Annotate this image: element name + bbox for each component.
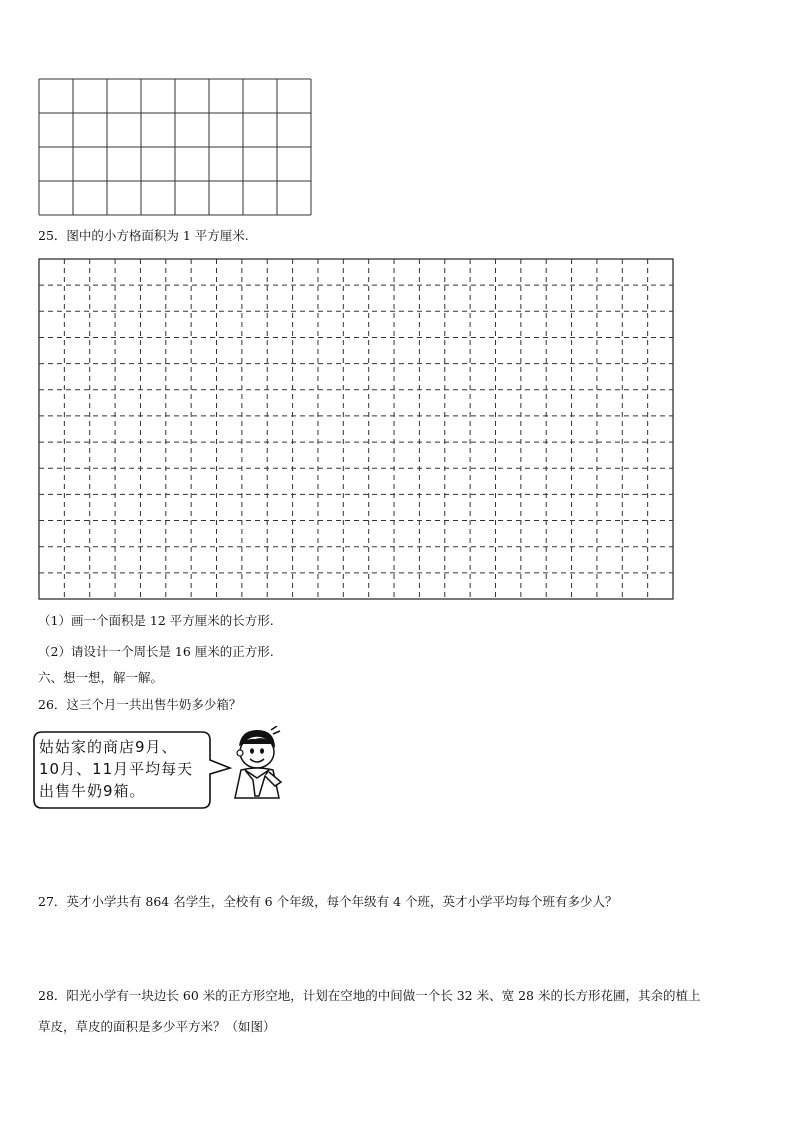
question-28-line-1: 28．阳光小学有一块边长 60 米的正方形空地，计划在空地的中间做一个长 32 米、宽 28 米的长方形花圃，其余的植上 <box>38 988 701 1003</box>
question-26-title: 26．这三个月一共出售牛奶多少箱？ <box>38 697 242 712</box>
speech-bubble-illustration <box>30 726 290 816</box>
top-square-grid <box>38 78 314 218</box>
boy-with-scarf-icon <box>225 726 287 808</box>
bubble-line-3: 出售牛奶9箱。 <box>39 782 146 800</box>
bubble-line-2: 10月、11月平均每天 <box>39 760 194 778</box>
section-6-heading: 六、想一想，解一解。 <box>38 670 164 685</box>
question-27-text: 27．英才小学共有 864 名学生，全校有 6 个年级，每个年级有 4 个班，英才小学平均每个班有多少人？ <box>38 894 618 909</box>
question-25-title: 25．图中的小方格面积为 1 平方厘米. <box>38 228 249 243</box>
dashed-grid-paper <box>38 258 676 602</box>
bubble-line-1: 姑姑家的商店9月、 <box>39 738 178 756</box>
question-25-part-1: （1）画一个面积是 12 平方厘米的长方形. <box>38 613 274 628</box>
question-28-line-2: 草皮，草皮的面积是多少平方米？（如图） <box>38 1019 276 1034</box>
question-25-part-2: （2）请设计一个周长是 16 厘米的正方形. <box>38 644 274 659</box>
